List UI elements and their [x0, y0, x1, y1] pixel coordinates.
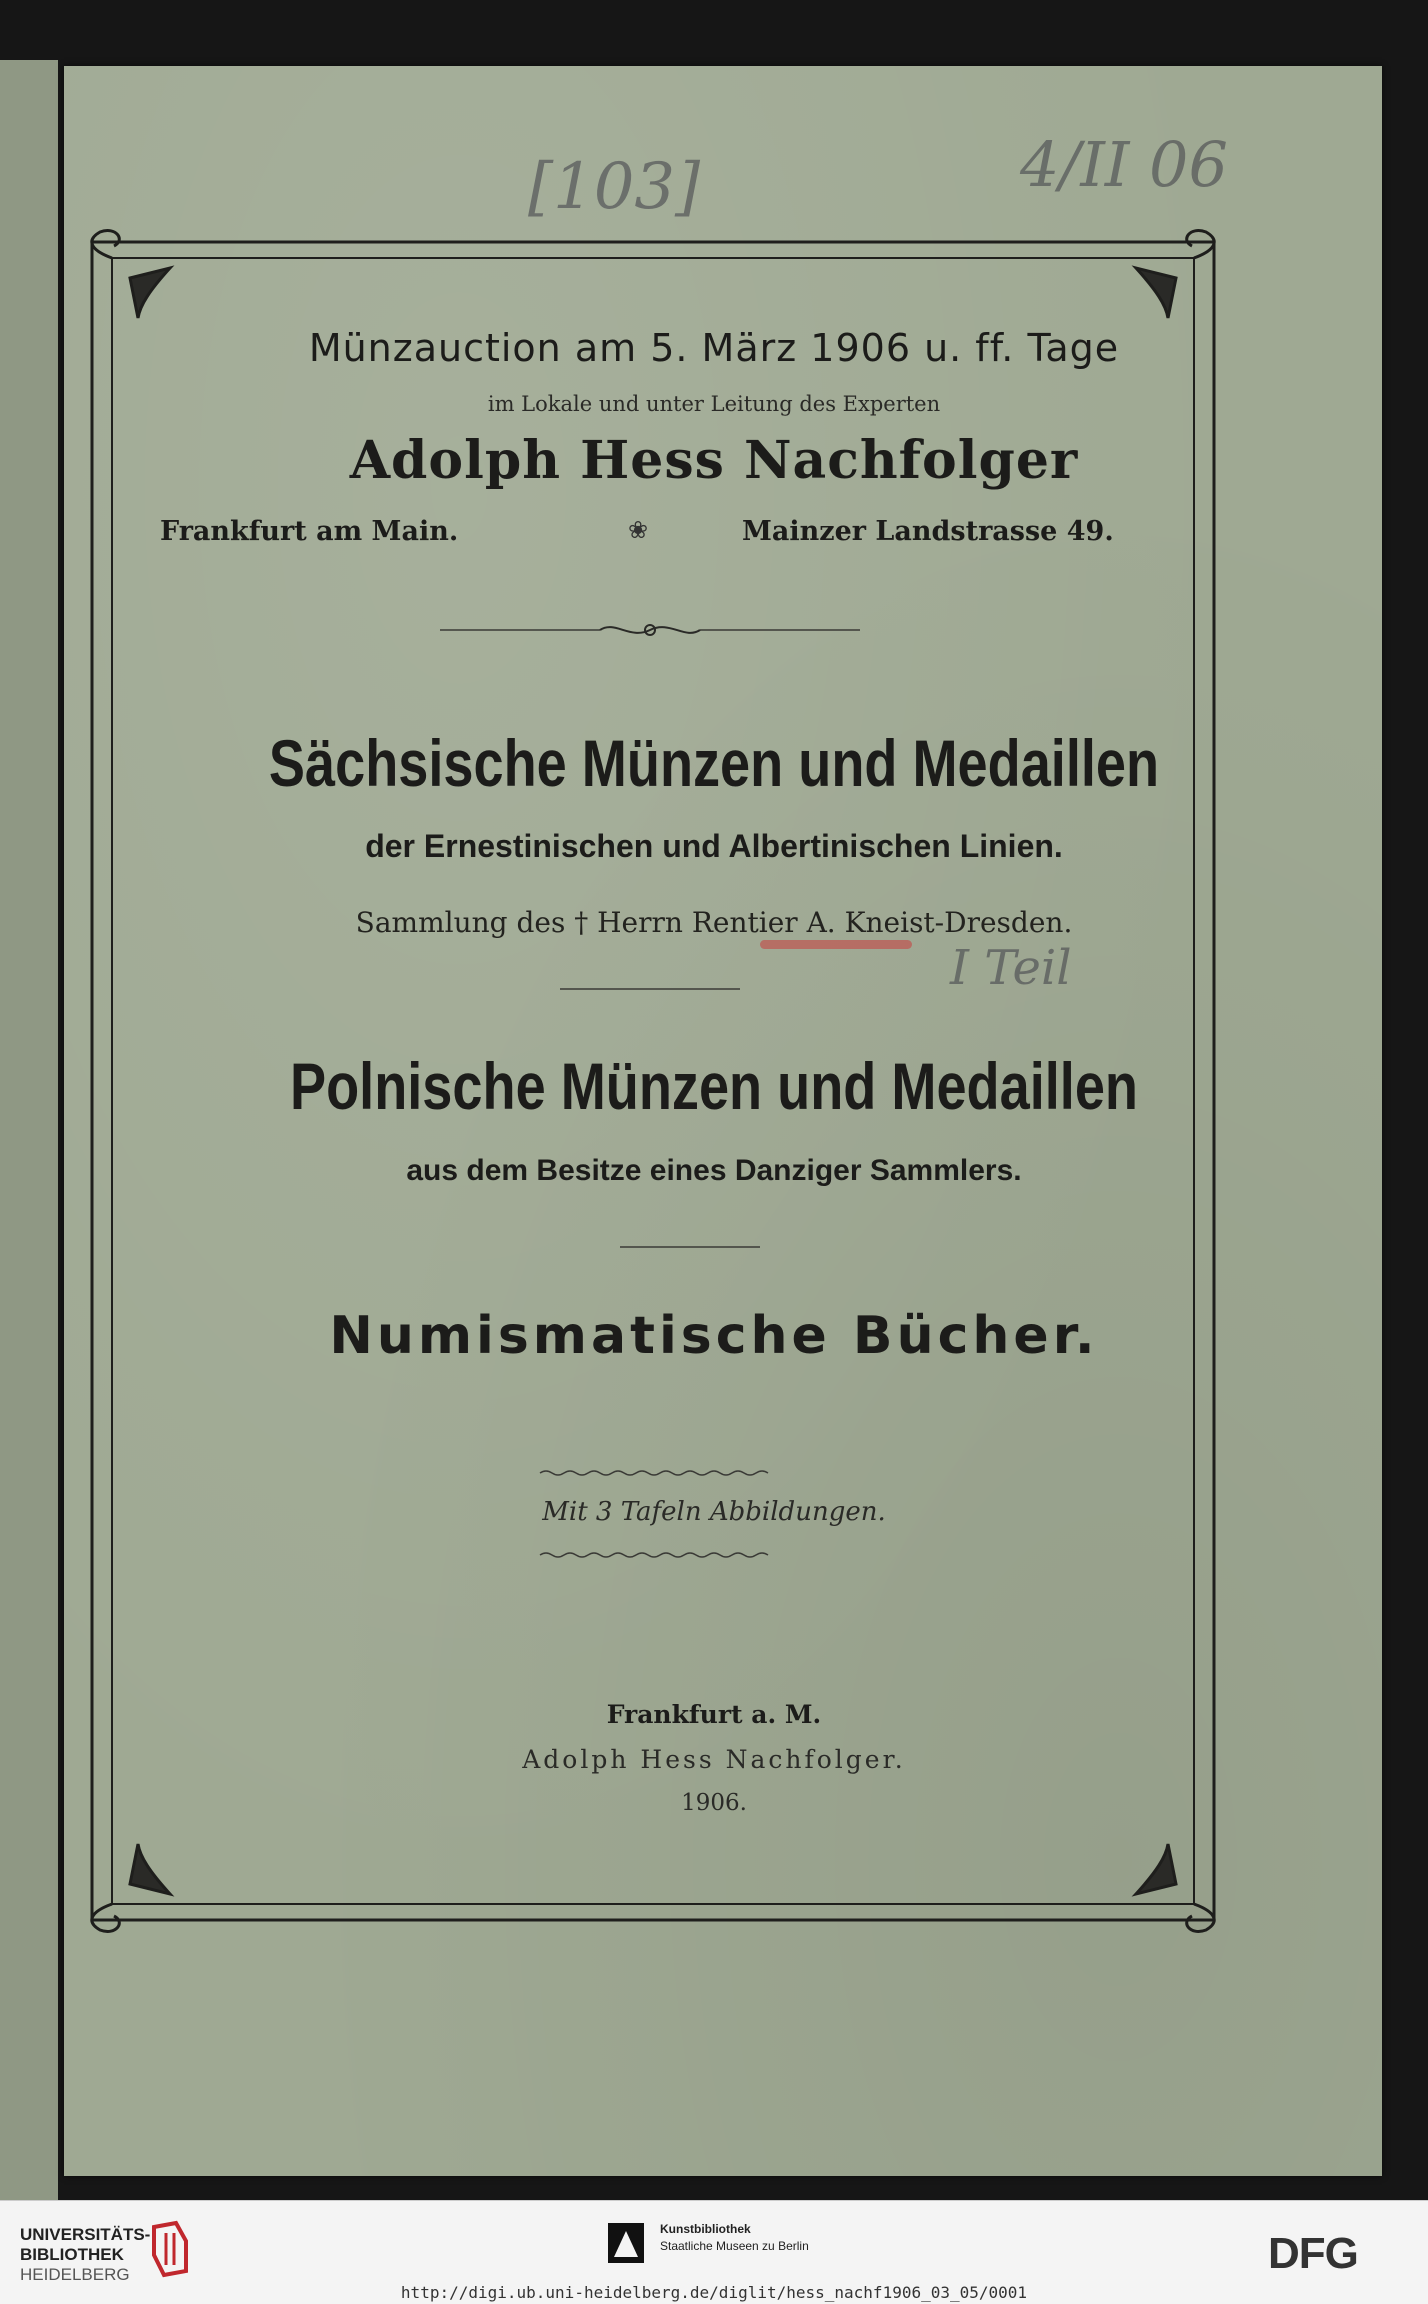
street-address: Mainzer Landstrasse 49.: [742, 516, 1114, 547]
plates-note: Mit 3 Tafeln Abbildungen.: [542, 1497, 886, 1527]
city-label: Frankfurt am Main.: [160, 516, 459, 547]
imprint-place: Frankfurt a. M.: [606, 1700, 822, 1729]
saxon-section-title: Sächsische Münzen und Medaillen: [268, 726, 1160, 800]
books-section-title: Numismatische Bücher.: [329, 1306, 1099, 1366]
red-pencil-underline: [760, 940, 912, 949]
handwritten-shelfmark: [103]: [528, 150, 701, 224]
university-library-logo-icon[interactable]: [146, 2219, 196, 2279]
handwritten-date: 4/II 06: [1020, 128, 1228, 201]
imprint-year: 1906.: [681, 1790, 747, 1816]
venue-line: im Lokale und unter Leitung des Experten: [487, 392, 941, 416]
flower-ornament-icon: ❀: [628, 516, 649, 544]
imprint-publisher: Adolph Hess Nachfolger.: [522, 1745, 906, 1774]
viewer-footer: [0, 2200, 1428, 2304]
kunstbibliothek-label: Kunstbibliothek Staatliche Museen zu Berlin: [660, 2222, 809, 2253]
saxon-collection-line: Sammlung des † Herrn Rentier A. Kneist-Dresden.: [355, 906, 1073, 939]
firm-name: Adolph Hess Nachfolger: [349, 430, 1079, 491]
dfg-logo[interactable]: DFG: [1268, 2229, 1358, 2278]
saxon-section-subtitle: der Ernestinischen und Albertinischen Linien.: [365, 828, 1063, 864]
polish-section-title: Polnische Münzen und Medaillen: [290, 1049, 1138, 1123]
polish-section-subtitle: aus dem Besitze eines Danziger Sammlers.: [406, 1154, 1022, 1187]
auction-date-line: Münzauction am 5. März 1906 u. ff. Tage: [308, 326, 1120, 370]
center-ornament: [600, 625, 700, 635]
university-library-logo-text[interactable]: UNIVERSITÄTS- BIBLIOTHEK HEIDELBERG: [20, 2225, 151, 2284]
kunstbibliothek-logo-icon[interactable]: [606, 2221, 648, 2265]
handwritten-part-note: I Teil: [950, 940, 1072, 996]
permalink-url[interactable]: http://digi.ub.uni-heidelberg.de/diglit/hess_nachf1906_03_05/0001: [400, 2283, 1028, 2302]
